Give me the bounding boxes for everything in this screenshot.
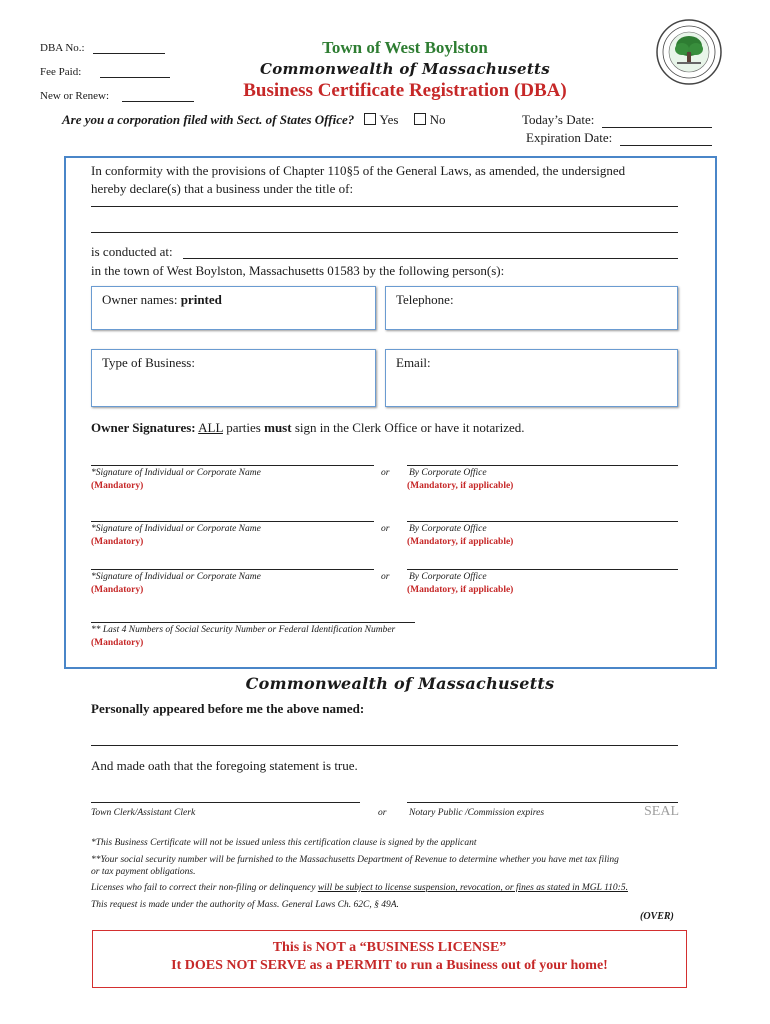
notice-line-2: It DOES NOT SERVE as a PERMIT to run a Business out of your home! [171, 958, 608, 973]
footnote-4: This request is made under the authority of Mass. General Laws Ch. 62C, § 49A. [91, 900, 399, 910]
signature-mandatory-1: (Mandatory) [91, 481, 144, 491]
signature-caption-3: *Signature of Individual or Corporate Name [91, 572, 261, 582]
owner-sig-rest: sign in the Clerk Office or have it notarized. [294, 420, 525, 435]
no-checkbox[interactable] [414, 113, 426, 125]
telephone-label: Telephone: [396, 292, 454, 307]
email-cell[interactable] [385, 349, 678, 407]
owner-sig-all: ALL [198, 420, 223, 435]
owner-names-cell[interactable] [91, 286, 376, 330]
intro-line-1: In conformity with the provisions of Chapter 110§5 of the General Laws, as amended, the undersigned [91, 163, 626, 178]
town-clerk-caption: Town Clerk/Assistant Clerk [91, 808, 196, 818]
owner-sig-parties: parties [226, 420, 261, 435]
conducted-at-line[interactable] [183, 258, 678, 259]
no-label: No [429, 112, 446, 127]
expiration-date-field [526, 130, 712, 146]
dba-no-label: DBA No.: [40, 42, 85, 54]
or-3: or [381, 572, 390, 582]
or-2: or [381, 524, 390, 534]
footnote-3-underlined: will be subject to license suspension, revocation, or fines as stated in MGL 110:5. [317, 883, 628, 893]
footnote-3-start: Licenses who fail to correct their non-filing or delinquency [91, 883, 316, 893]
owner-names-label: Owner names: [102, 292, 178, 307]
signature-mandatory-2: (Mandatory) [91, 537, 144, 547]
signature-line-3[interactable] [91, 569, 374, 570]
signature-caption-1: *Signature of Individual or Corporate Name [91, 468, 261, 478]
owner-names-printed: printed [180, 292, 222, 307]
corporate-office-caption-3: By Corporate Office [409, 572, 487, 582]
corporate-office-line-1[interactable] [407, 465, 678, 466]
ssn-line[interactable] [91, 622, 415, 623]
notary-public-caption: Notary Public /Commission expires [409, 808, 545, 818]
expiration-date-line[interactable] [620, 145, 712, 146]
form-title: Business Certificate Registration (DBA) [243, 80, 567, 101]
signature-line-2[interactable] [91, 521, 374, 522]
corporate-office-line-3[interactable] [407, 569, 678, 570]
todays-date-label: Today’s Date: [522, 112, 595, 127]
corporate-office-mandatory-1: (Mandatory, if applicable) [407, 481, 514, 491]
new-or-renew-label: New or Renew: [40, 90, 110, 102]
signature-line-1[interactable] [91, 465, 374, 466]
owner-signatures-heading [91, 420, 525, 436]
telephone-cell[interactable] [385, 286, 678, 330]
type-of-business-label: Type of Business: [102, 355, 195, 370]
town-title: Town of West Boylston [322, 38, 488, 57]
named-person-line[interactable] [91, 745, 678, 746]
yes-label: Yes [379, 112, 399, 127]
owner-sig-must: must [264, 420, 292, 435]
corporate-office-caption-1: By Corporate Office [409, 468, 487, 478]
or-1: or [381, 468, 390, 478]
commonwealth-title: Commonwealth of Massachusetts [259, 60, 551, 78]
todays-date-field [522, 112, 712, 128]
ssn-mandatory: (Mandatory) [91, 638, 144, 648]
footnote-3 [91, 883, 628, 893]
email-label: Email: [396, 355, 431, 370]
footnote-2-line-1: **Your social security number will be furnished to the Massachusetts Department of Revenue to determine whether you have met tax filing [91, 855, 619, 865]
notary-public-line[interactable] [407, 802, 678, 803]
notary-or: or [378, 808, 387, 818]
conducted-at-label: is conducted at: [91, 244, 173, 259]
corporate-office-line-2[interactable] [407, 521, 678, 522]
intro-line-2: hereby declare(s) that a business under the title of: [91, 181, 354, 196]
todays-date-line[interactable] [602, 127, 712, 128]
town-seal-icon [655, 18, 723, 86]
town-clerk-line[interactable] [91, 802, 360, 803]
corporate-office-mandatory-3: (Mandatory, if applicable) [407, 585, 514, 595]
footnote-2-line-2: or tax payment obligations. [91, 867, 196, 877]
corporate-office-mandatory-2: (Mandatory, if applicable) [407, 537, 514, 547]
corporate-office-caption-2: By Corporate Office [409, 524, 487, 534]
type-of-business-cell[interactable] [91, 349, 376, 407]
signature-caption-2: *Signature of Individual or Corporate Name [91, 524, 261, 534]
footnote-1: *This Business Certificate will not be issued unless this certification clause is signed by the applicant [91, 838, 477, 848]
seal-placeholder: SEAL [644, 804, 679, 819]
personally-appeared: Personally appeared before me the above named: [91, 701, 365, 716]
town-line: in the town of West Boylston, Massachusetts 01583 by the following person(s): [91, 263, 505, 278]
corp-question [62, 112, 446, 128]
not-a-license-notice [92, 930, 687, 988]
ssn-caption: ** Last 4 Numbers of Social Security Number or Federal Identification Number [91, 625, 396, 635]
business-title-line-1[interactable] [91, 206, 678, 207]
notice-line-1: This is NOT a “BUSINESS LICENSE” [272, 940, 507, 955]
expiration-date-label: Expiration Date: [526, 130, 613, 145]
signature-mandatory-3: (Mandatory) [91, 585, 144, 595]
owner-sig-label: Owner Signatures: [91, 420, 196, 435]
made-oath: And made oath that the foregoing statement is true. [91, 758, 358, 773]
over-label: (OVER) [640, 911, 674, 922]
business-title-line-2[interactable] [91, 232, 678, 233]
yes-checkbox[interactable] [364, 113, 376, 125]
corp-question-text: Are you a corporation filed with Sect. of States Office? [62, 112, 355, 127]
fee-paid-label: Fee Paid: [40, 66, 82, 78]
notary-commonwealth-title: Commonwealth of Massachusetts [245, 674, 555, 693]
